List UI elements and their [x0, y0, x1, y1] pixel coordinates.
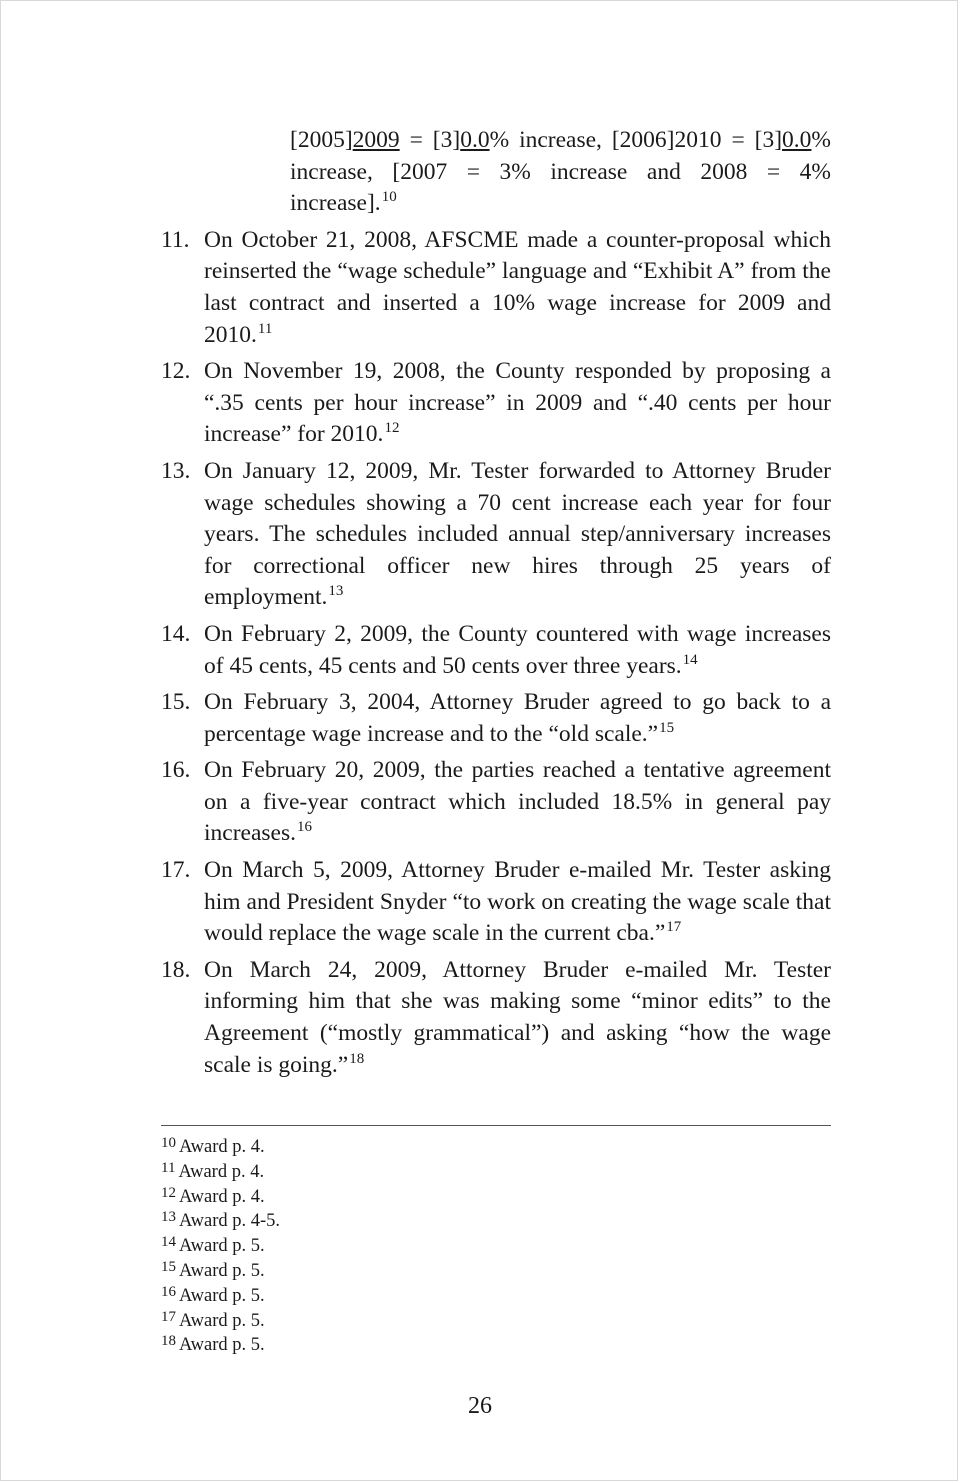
intro-segment-underlined: 2009: [352, 127, 400, 153]
paragraph-body: On November 19, 2008, the County responded by proposing a “.35 cents per hour increase” in 2009 and “.40 cents per hour increase” for 2010.: [204, 358, 831, 448]
numbered-paragraph: [161, 955, 831, 1081]
footnote-number: 11: [161, 1159, 176, 1176]
footnote-ref[interactable]: 17: [666, 919, 682, 936]
paragraph-number: 11.: [161, 226, 190, 253]
footnote-text: Award p. 4.: [179, 1137, 265, 1157]
footnote-number: 13: [161, 1209, 176, 1226]
numbered-paragraph: [161, 356, 831, 451]
footnote-text: Award p. 4.: [179, 1186, 265, 1207]
footnotes-section: [161, 1135, 831, 1358]
paragraph-body: On February 3, 2004, Attorney Bruder agreed to go back to a percentage wage increase and to the “old scale.”: [204, 689, 831, 747]
footnote-number: 15: [161, 1258, 176, 1275]
numbered-paragraph: [161, 225, 831, 351]
footnote-ref[interactable]: 18: [349, 1050, 365, 1067]
footnote: [161, 1160, 831, 1185]
footnote-text: Award p. 5.: [179, 1236, 265, 1257]
footnote-text: Award p. 5.: [179, 1260, 265, 1281]
paragraph-body: On October 21, 2008, AFSCME made a counter-proposal which reinserted the “wage schedule” language and “Exhibit A” from the last contract and inserted a 10% wage increase for 2009 and 2010.: [204, 226, 831, 348]
intro-paragraph: [290, 125, 831, 220]
numbered-paragraph: [161, 855, 831, 950]
footnote-ref[interactable]: 15: [659, 719, 675, 736]
intro-segment-underlined: 0.0: [782, 127, 812, 153]
footnote-number: 10: [161, 1135, 176, 1151]
paragraph-text: [204, 855, 831, 950]
paragraph-number: 14.: [161, 620, 191, 647]
footnote-number: 18: [161, 1333, 176, 1350]
footnote-number: 17: [161, 1308, 176, 1325]
intro-segment: % increase, [2007 = 3% increase and 2008 = 4% increase].: [290, 127, 831, 217]
footnote-text: Award p. 5.: [179, 1335, 265, 1356]
body-text: [161, 125, 831, 1086]
intro-segment-underlined: 0.0: [460, 127, 490, 153]
footnote-ref[interactable]: 11: [257, 320, 273, 337]
footnote: [161, 1209, 831, 1234]
intro-segment: = [3]: [399, 127, 461, 153]
numbered-paragraph: [161, 619, 831, 682]
footnote: [161, 1333, 831, 1358]
footnote-divider: [161, 1125, 831, 1126]
footnote-ref[interactable]: 10: [381, 189, 397, 206]
footnote: [161, 1234, 831, 1259]
footnote-ref[interactable]: 12: [384, 420, 400, 437]
paragraph-text: [204, 755, 831, 850]
paragraph-number: 12.: [161, 358, 191, 385]
page-number: 26: [468, 1393, 492, 1419]
paragraph-text: [204, 687, 831, 750]
paragraph-number: 17.: [161, 857, 191, 884]
paragraph-number: 18.: [161, 956, 191, 983]
numbered-paragraph: [161, 456, 831, 614]
numbered-paragraph: [161, 687, 831, 750]
paragraph-text: [204, 456, 831, 614]
footnote-ref[interactable]: 16: [297, 819, 312, 836]
numbered-paragraph: [161, 755, 831, 850]
paragraph-number: 13.: [161, 457, 191, 484]
footnote-text: Award p. 4.: [178, 1161, 265, 1182]
footnote-number: 16: [161, 1283, 176, 1300]
paragraph-text: [204, 225, 831, 351]
paragraph-body: On March 5, 2009, Attorney Bruder e-mailed Mr. Tester asking him and President Snyder “to work on creating the wage scale that would replace the wage scale in the current cba.”: [204, 857, 831, 947]
footnote-number: 12: [161, 1184, 176, 1201]
footnote-text: Award p. 4-5.: [179, 1211, 281, 1232]
intro-segment: [2005]: [290, 127, 353, 153]
footnote-text: Award p. 5.: [179, 1310, 265, 1331]
paragraph-body: On January 12, 2009, Mr. Tester forwarded to Attorney Bruder wage schedules showing a 70 cent increase each year for four years. The schedules included annual step/anniversary increases for correctional officer new hires through 25 years of employment.: [204, 457, 831, 611]
footnote: [161, 1135, 831, 1160]
paragraph-number: 16.: [161, 757, 191, 784]
intro-segment: % increase, [2006]2010 = [3]: [489, 127, 783, 153]
footnote: [161, 1185, 831, 1210]
paragraph-body: On February 20, 2009, the parties reached a tentative agreement on a five-year contract which included 18.5% in general pay increases.: [204, 757, 831, 847]
paragraph-text: [204, 619, 831, 682]
footnote-number: 14: [161, 1234, 176, 1251]
footnote: [161, 1259, 831, 1284]
paragraph-body: On February 2, 2009, the County countered with wage increases of 45 cents, 45 cents and 50 cents over three years.: [204, 620, 831, 679]
paragraph-text: [204, 356, 831, 451]
footnote-text: Award p. 5.: [179, 1285, 265, 1306]
paragraph-body: On March 24, 2009, Attorney Bruder e-mailed Mr. Tester informing him that she was making some “minor edits” to the Agreement (“mostly grammatical”) and asking “how the wage scale is going.”: [204, 956, 831, 1078]
footnote-ref[interactable]: 14: [682, 651, 698, 668]
footnote-ref[interactable]: 13: [328, 583, 344, 600]
footnote: [161, 1284, 831, 1309]
paragraph-number: 15.: [161, 689, 191, 716]
paragraph-text: [204, 955, 831, 1081]
footnote: [161, 1309, 831, 1334]
